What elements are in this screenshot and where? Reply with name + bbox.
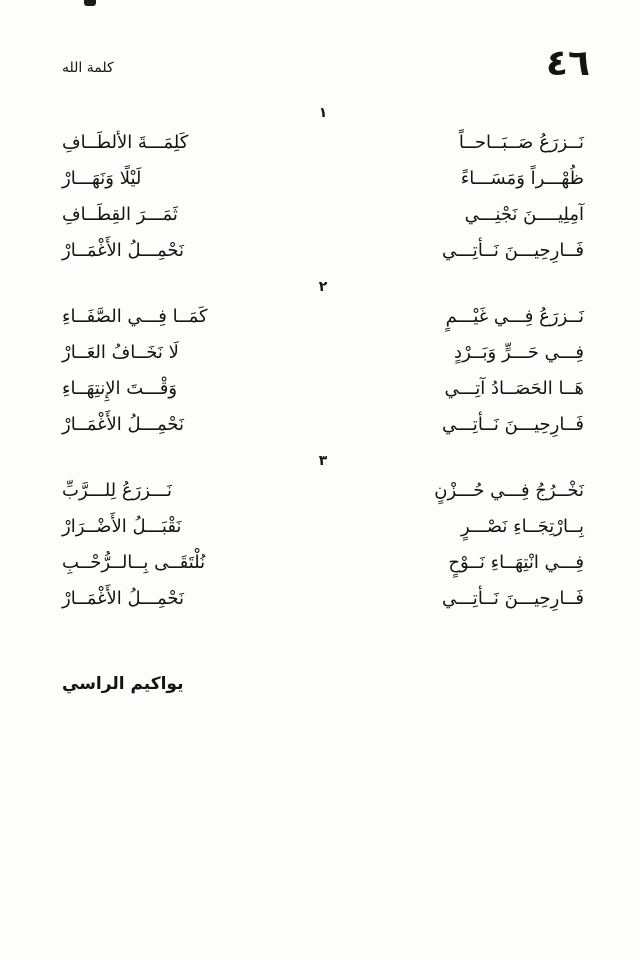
hemistich-first: نَــزرَعُ فِـــي غَيْـــمٍ — [445, 306, 584, 327]
page-number: ٤٦ — [546, 43, 590, 84]
page-header — [0, 0, 640, 82]
verse-line — [62, 125, 584, 161]
verse-line — [62, 335, 584, 371]
scan-artifact — [84, 0, 96, 6]
hemistich-first: آمِلِيــــنَ نَجْنِـــي — [464, 204, 584, 225]
hemistich-second: نَحْمِـــلُ الأَغْمَــارْ — [62, 414, 185, 435]
verse-line — [62, 371, 584, 407]
stanza-2-number: ٢ — [318, 279, 328, 295]
stanza-2 — [62, 278, 584, 443]
author-name: يواكيم الراسي — [62, 674, 184, 694]
stanza-1 — [62, 104, 584, 269]
hemistich-second: لَيْلًا وَنَهَـــارْ — [62, 168, 142, 189]
hemistich-first: فَــارِحِيـــنَ نَــأتِـــي — [441, 240, 584, 261]
hymn-poem — [0, 82, 640, 617]
hemistich-second: كَلِمَـــةَ الألطَــافِ — [62, 132, 189, 153]
stanza-1-number: ١ — [318, 105, 328, 121]
hemistich-first: فَــارِحِيـــنَ نَــأتِـــي — [441, 414, 584, 435]
hemistich-second: نَقْبَـــلُ الأَضْــرَارْ — [62, 516, 182, 537]
hemistich-first: فِـــي حَـــرٍّ وَبَــرْدٍ — [454, 342, 584, 363]
hemistich-first: فَــارِحِيـــنَ نَــأتِـــي — [441, 588, 584, 609]
hemistich-second: نُلْتَقَــى بِــالــرُّحْــبِ — [62, 552, 206, 573]
hemistich-first: نَخْــرُجُ فِـــي حُـــزْنٍ — [434, 480, 584, 501]
verse-line — [62, 581, 584, 617]
verse-line — [62, 197, 584, 233]
hemistich-first: هَــا الحَصَــادُ آتِـــي — [444, 378, 584, 399]
hemistich-second: وَقْـــتَ الإِنتِهَــاءِ — [62, 378, 178, 399]
verse-line — [62, 233, 584, 269]
book-title: كلمة الله — [62, 60, 114, 76]
hemistich-first: ظُهْـــراً وَمَسَـــاءً — [460, 168, 584, 189]
verse-line — [62, 161, 584, 197]
hemistich-second: نَحْمِـــلُ الأَغْمَــارْ — [62, 240, 185, 261]
verse-line — [62, 545, 584, 581]
hemistich-second: كَمَــا فِـــي الصَّفَــاءِ — [62, 306, 208, 327]
hemistich-second: لَا نَخَــافُ العَــارْ — [62, 342, 179, 363]
hemistich-first: فِـــي انْتِهَــاءِ نَــوْحٍ — [448, 552, 584, 573]
hemistich-second: ثَمَـــرَ القِطَــافِ — [62, 204, 178, 225]
stanza-3 — [62, 452, 584, 617]
hemistich-second: نَـــزرَعُ لِلـــرَّبِّ — [62, 480, 173, 501]
verse-line — [62, 473, 584, 509]
verse-line — [62, 509, 584, 545]
verse-line — [62, 299, 584, 335]
hemistich-second: نَحْمِـــلُ الأَغْمَــارْ — [62, 588, 185, 609]
verse-line — [62, 407, 584, 443]
stanza-3-number: ٣ — [318, 453, 328, 469]
hemistich-first: نَــزرَعُ صَــبَــاحــاً — [458, 132, 584, 153]
hemistich-first: بِــارْتِجَــاءِ نَصْـــرٍ — [461, 516, 584, 537]
